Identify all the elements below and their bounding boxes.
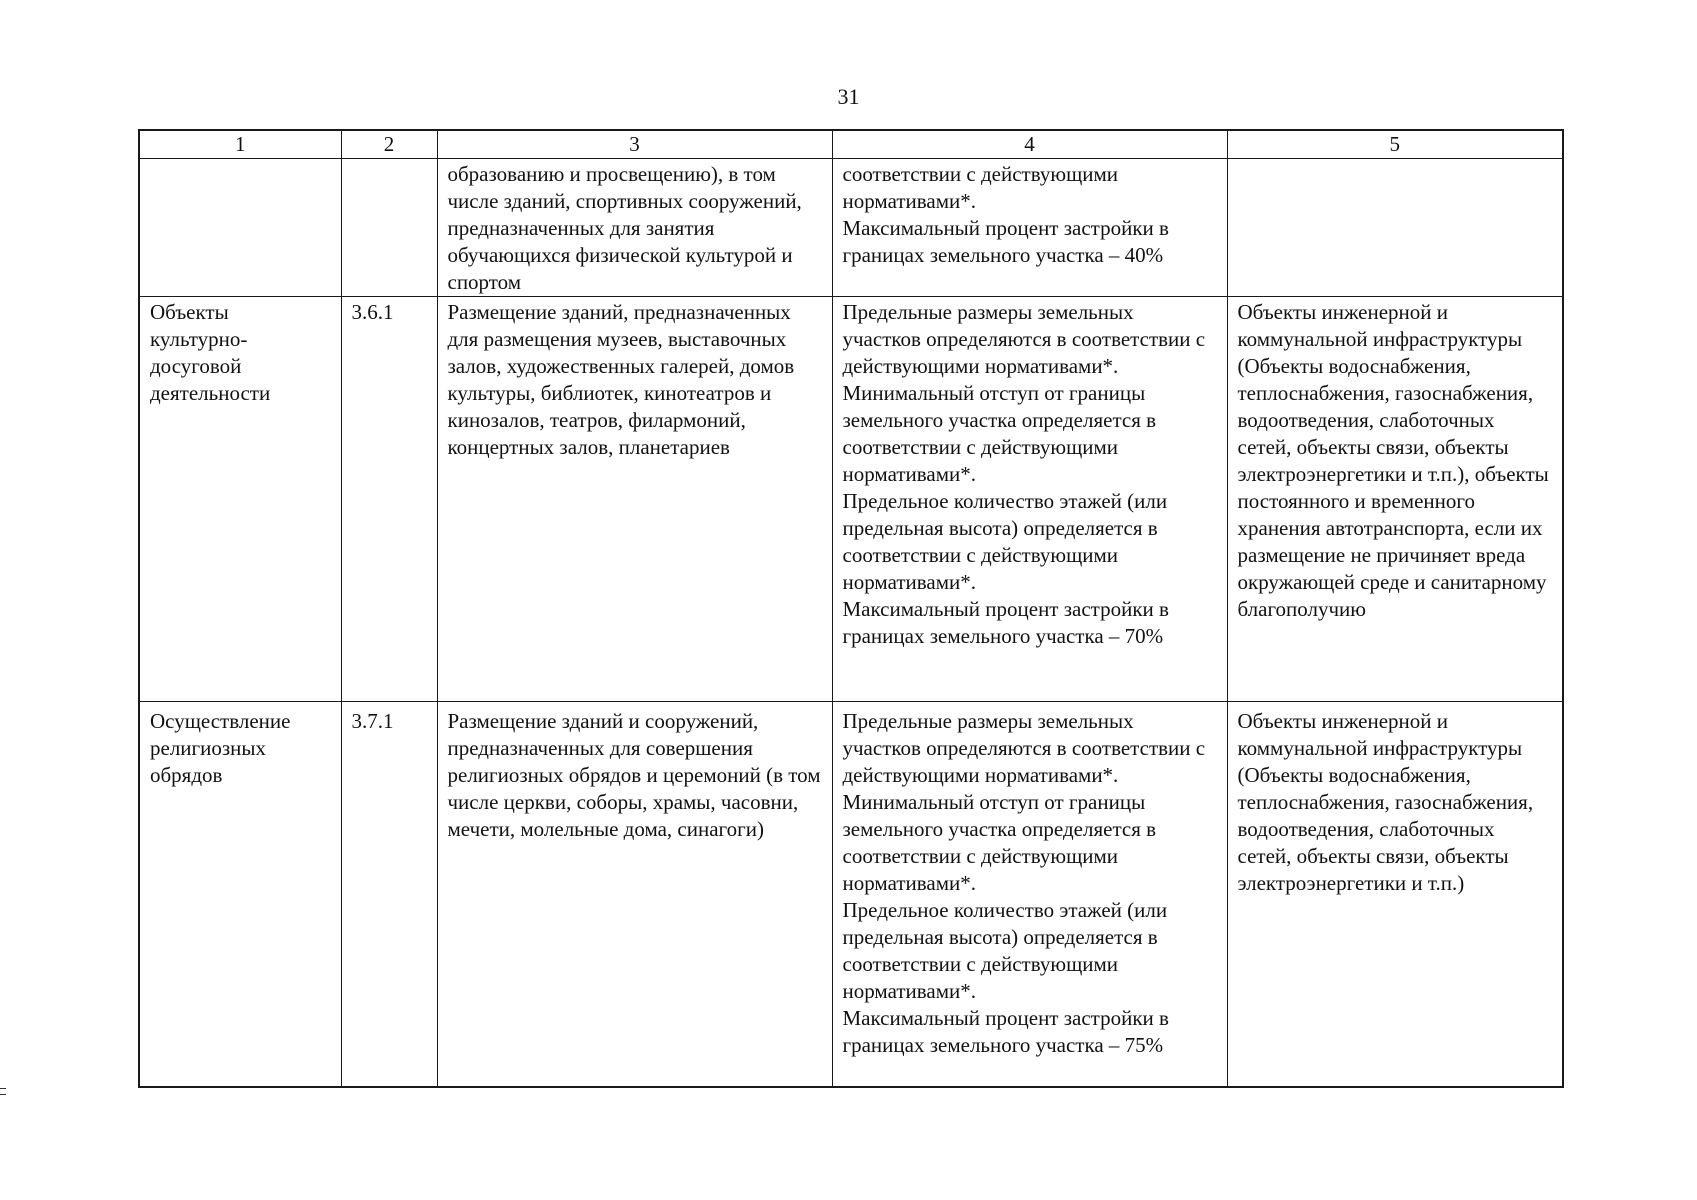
header-col-1: 1: [139, 130, 341, 159]
cell-parameters: [832, 297, 1227, 702]
cell-use-code: 3.7.1: [341, 702, 437, 1088]
cell-use-code: [341, 159, 437, 297]
cell-use-code: 3.6.1: [341, 297, 437, 702]
cell-use-name: Осуществление религиозных обрядов: [139, 702, 341, 1088]
cell-use-name: Объекты культурно-досуговой деятельности: [139, 297, 341, 702]
cell-auxiliary-uses: [1227, 159, 1563, 297]
cell-use-description: образованию и просвещению), в том числе зданий, спортивных сооружений, предназначенных для занятия обучающихся физической культурой и спортом: [437, 159, 832, 297]
cell-parameters: [832, 702, 1227, 1088]
cell-use-name: [139, 159, 341, 297]
parameter-line: Максимальный процент застройки в границах земельного участка – 40%: [842, 216, 1169, 267]
table-row-cultural-leisure: [139, 297, 1563, 702]
header-col-4: 4: [832, 130, 1227, 159]
parameter-line: Максимальный процент застройки в границах земельного участка – 70%: [842, 597, 1169, 648]
cell-parameters: [832, 159, 1227, 297]
parameter-line: Предельное количество этажей (или предельная высота) определяется в соответствии с действующими нормативами*.: [842, 898, 1168, 1003]
header-col-2: 2: [341, 130, 437, 159]
page-number: 31: [837, 84, 860, 109]
parameter-line: соответствии с действующими нормативами*.: [842, 162, 1119, 213]
parameter-line: Предельные размеры земельных участков определяются в соответствии с действующими нормативами*.: [842, 709, 1206, 787]
header-col-3: 3: [437, 130, 832, 159]
header-col-5: 5: [1227, 130, 1563, 159]
cell-use-description: Размещение зданий, предназначенных для размещения музеев, выставочных залов, художественных галерей, домов культуры, библиотек, кинотеатров и кинозалов, театров, филармоний, концертных залов, планетариев: [437, 297, 832, 702]
parameter-line: Минимальный отступ от границы земельного участка определяется в соответствии с действующими нормативами*.: [842, 790, 1157, 895]
cell-auxiliary-uses: Объекты инженерной и коммунальной инфраструктуры (Объекты водоснабжения, теплоснабжения, газоснабжения, водоотведения, слаботочных сетей, объекты связи, объекты электроэнергетики и т.п.), объекты постоянного и временного хранения автотранспорта, если их размещение не причиняет вреда окружающей среде и санитарному благополучию: [1227, 297, 1563, 702]
parameter-line: Максимальный процент застройки в границах земельного участка – 75%: [842, 1006, 1169, 1057]
header-row: [139, 130, 1563, 159]
parameter-line: Минимальный отступ от границы земельного участка определяется в соответствии с действующими нормативами*.: [842, 381, 1157, 486]
cell-use-description: Размещение зданий и сооружений, предназначенных для совершения религиозных обрядов и церемоний (в том числе церкви, соборы, храмы, часовни, мечети, молельные дома, синагоги): [437, 702, 832, 1088]
parameter-line: Предельное количество этажей (или предельная высота) определяется в соответствии с действующими нормативами*.: [842, 489, 1168, 594]
parameter-line: Предельные размеры земельных участков определяются в соответствии с действующими нормативами*.: [842, 300, 1206, 378]
cell-auxiliary-uses: Объекты инженерной и коммунальной инфраструктуры (Объекты водоснабжения, теплоснабжения, газоснабжения, водоотведения, слаботочных сетей, объекты связи, объекты электроэнергетики и т.п.): [1227, 702, 1563, 1088]
scan-margin-mark: [0, 1088, 6, 1095]
land-use-table: [138, 129, 1564, 1088]
table-row-continuation: [139, 159, 1563, 297]
table-row-religious-rites: [139, 702, 1563, 1088]
